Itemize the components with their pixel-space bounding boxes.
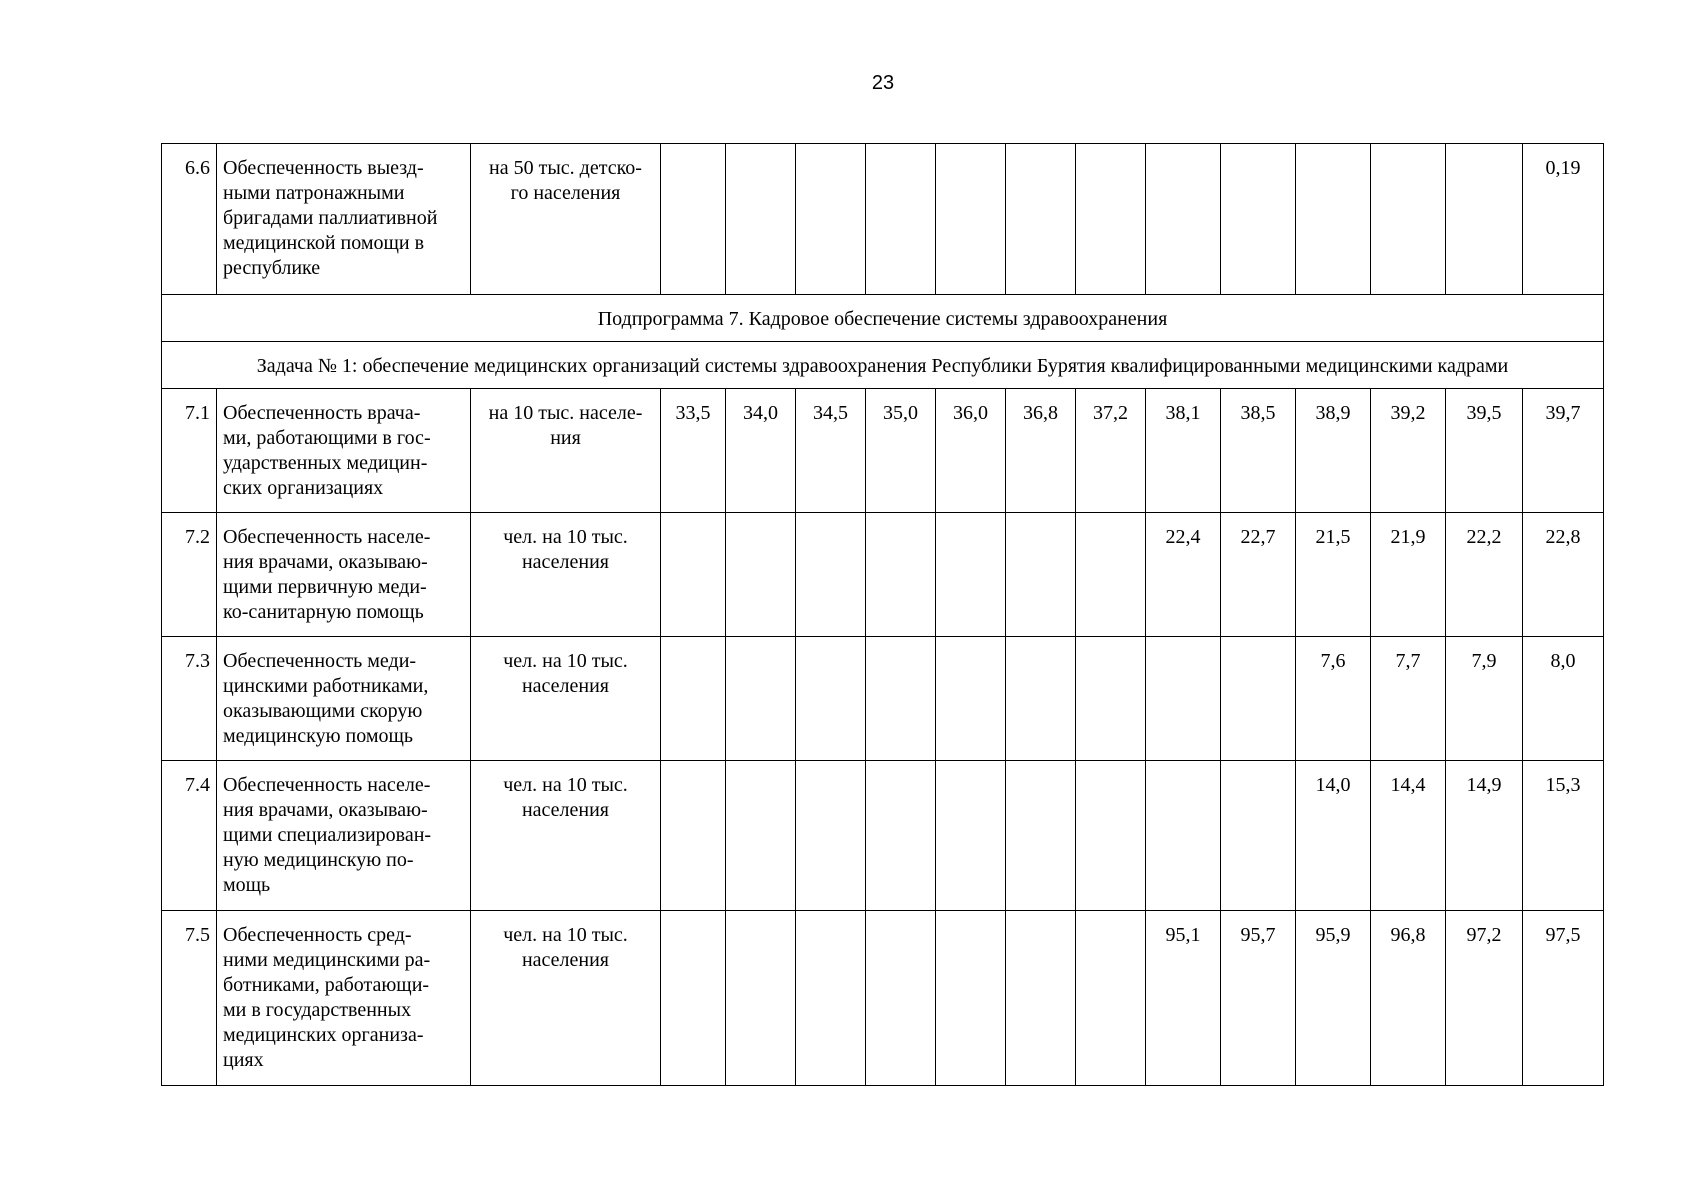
value-cell: 38,9 — [1296, 389, 1371, 513]
value-cell — [1446, 144, 1523, 295]
value-cell: 36,8 — [1006, 389, 1076, 513]
value-cell — [726, 144, 796, 295]
indicator-name: Обеспеченность меди- цинскими работниками, оказывающими скорую медицинскую помощь — [217, 637, 471, 761]
indicator-unit: на 50 тыс. детско- го населения — [471, 144, 661, 295]
value-cell: 22,4 — [1146, 513, 1221, 637]
table-row — [162, 295, 1604, 342]
value-cell: 22,2 — [1446, 513, 1523, 637]
row-number: 7.2 — [162, 513, 217, 637]
value-cell: 39,5 — [1446, 389, 1523, 513]
value-cell — [796, 911, 866, 1086]
value-cell: 8,0 — [1523, 637, 1604, 761]
value-cell — [936, 513, 1006, 637]
value-cell — [661, 911, 726, 1086]
row-number: 6.6 — [162, 144, 217, 295]
value-cell: 95,1 — [1146, 911, 1221, 1086]
value-cell: 96,8 — [1371, 911, 1446, 1086]
table-row — [162, 144, 1604, 295]
value-cell — [1006, 911, 1076, 1086]
value-cell — [1221, 144, 1296, 295]
value-cell: 14,4 — [1371, 761, 1446, 911]
value-cell: 38,5 — [1221, 389, 1296, 513]
task-title: Задача № 1: обеспечение медицинских организаций системы здравоохранения Республики Бурятия квалифицированными медицинскими кадрами — [162, 342, 1604, 389]
value-cell — [661, 761, 726, 911]
value-cell: 39,2 — [1371, 389, 1446, 513]
indicator-name: Обеспеченность выезд- ными патронажными бригадами паллиативной медицинской помощи в республике — [217, 144, 471, 295]
indicator-unit: на 10 тыс. населе- ния — [471, 389, 661, 513]
value-cell: 22,8 — [1523, 513, 1604, 637]
value-cell — [936, 761, 1006, 911]
value-cell — [661, 144, 726, 295]
value-cell — [1076, 761, 1146, 911]
row-number: 7.4 — [162, 761, 217, 911]
indicator-unit: чел. на 10 тыс. населения — [471, 911, 661, 1086]
value-cell — [1076, 911, 1146, 1086]
value-cell — [796, 761, 866, 911]
table-row — [162, 342, 1604, 389]
value-cell — [796, 144, 866, 295]
value-cell: 39,7 — [1523, 389, 1604, 513]
table-row — [162, 513, 1604, 637]
value-cell: 0,19 — [1523, 144, 1604, 295]
row-number: 7.5 — [162, 911, 217, 1086]
value-cell — [726, 513, 796, 637]
value-cell — [726, 637, 796, 761]
indicator-name: Обеспеченность сред- ними медицинскими ра- ботниками, работающи- ми в государственных медицинских организа- циях — [217, 911, 471, 1086]
value-cell: 7,6 — [1296, 637, 1371, 761]
value-cell — [1076, 144, 1146, 295]
page-number: 23 — [871, 72, 895, 94]
value-cell — [726, 761, 796, 911]
value-cell — [1371, 144, 1446, 295]
value-cell: 14,0 — [1296, 761, 1371, 911]
value-cell — [866, 144, 936, 295]
value-cell: 7,7 — [1371, 637, 1446, 761]
value-cell: 15,3 — [1523, 761, 1604, 911]
row-number: 7.1 — [162, 389, 217, 513]
value-cell — [1076, 513, 1146, 637]
indicator-unit: чел. на 10 тыс. населения — [471, 637, 661, 761]
value-cell — [1221, 761, 1296, 911]
indicator-name: Обеспеченность населе- ния врачами, оказываю- щими специализирован- ную медицинскую по- мощь — [217, 761, 471, 911]
value-cell: 97,2 — [1446, 911, 1523, 1086]
indicators-table — [161, 143, 1604, 1086]
value-cell: 7,9 — [1446, 637, 1523, 761]
value-cell: 97,5 — [1523, 911, 1604, 1086]
value-cell — [1146, 637, 1221, 761]
indicator-name: Обеспеченность врача- ми, работающими в гос- ударственных медицин- ских организациях — [217, 389, 471, 513]
value-cell: 95,9 — [1296, 911, 1371, 1086]
row-number: 7.3 — [162, 637, 217, 761]
value-cell: 21,5 — [1296, 513, 1371, 637]
value-cell — [796, 637, 866, 761]
value-cell — [1221, 637, 1296, 761]
value-cell: 38,1 — [1146, 389, 1221, 513]
value-cell — [796, 513, 866, 637]
value-cell — [1296, 144, 1371, 295]
value-cell — [1006, 513, 1076, 637]
value-cell — [1006, 761, 1076, 911]
value-cell: 21,9 — [1371, 513, 1446, 637]
value-cell — [1006, 637, 1076, 761]
value-cell — [866, 761, 936, 911]
value-cell: 22,7 — [1221, 513, 1296, 637]
value-cell — [866, 513, 936, 637]
value-cell — [866, 637, 936, 761]
table-row — [162, 761, 1604, 911]
table-row — [162, 911, 1604, 1086]
value-cell — [936, 637, 1006, 761]
indicator-name: Обеспеченность населе- ния врачами, оказываю- щими первичную меди- ко-санитарную помощь — [217, 513, 471, 637]
value-cell — [1146, 761, 1221, 911]
value-cell — [936, 144, 1006, 295]
subprogram-title: Подпрограмма 7. Кадровое обеспечение системы здравоохранения — [162, 295, 1604, 342]
value-cell: 34,5 — [796, 389, 866, 513]
value-cell — [726, 911, 796, 1086]
value-cell — [1146, 144, 1221, 295]
value-cell: 35,0 — [866, 389, 936, 513]
table-row — [162, 637, 1604, 761]
value-cell: 37,2 — [1076, 389, 1146, 513]
value-cell — [866, 911, 936, 1086]
value-cell — [661, 513, 726, 637]
value-cell: 36,0 — [936, 389, 1006, 513]
value-cell: 95,7 — [1221, 911, 1296, 1086]
value-cell — [1076, 637, 1146, 761]
value-cell: 34,0 — [726, 389, 796, 513]
indicator-unit: чел. на 10 тыс. населения — [471, 513, 661, 637]
value-cell — [936, 911, 1006, 1086]
table-row — [162, 389, 1604, 513]
value-cell — [661, 637, 726, 761]
value-cell — [1006, 144, 1076, 295]
value-cell: 14,9 — [1446, 761, 1523, 911]
indicator-unit: чел. на 10 тыс. населения — [471, 761, 661, 911]
value-cell: 33,5 — [661, 389, 726, 513]
